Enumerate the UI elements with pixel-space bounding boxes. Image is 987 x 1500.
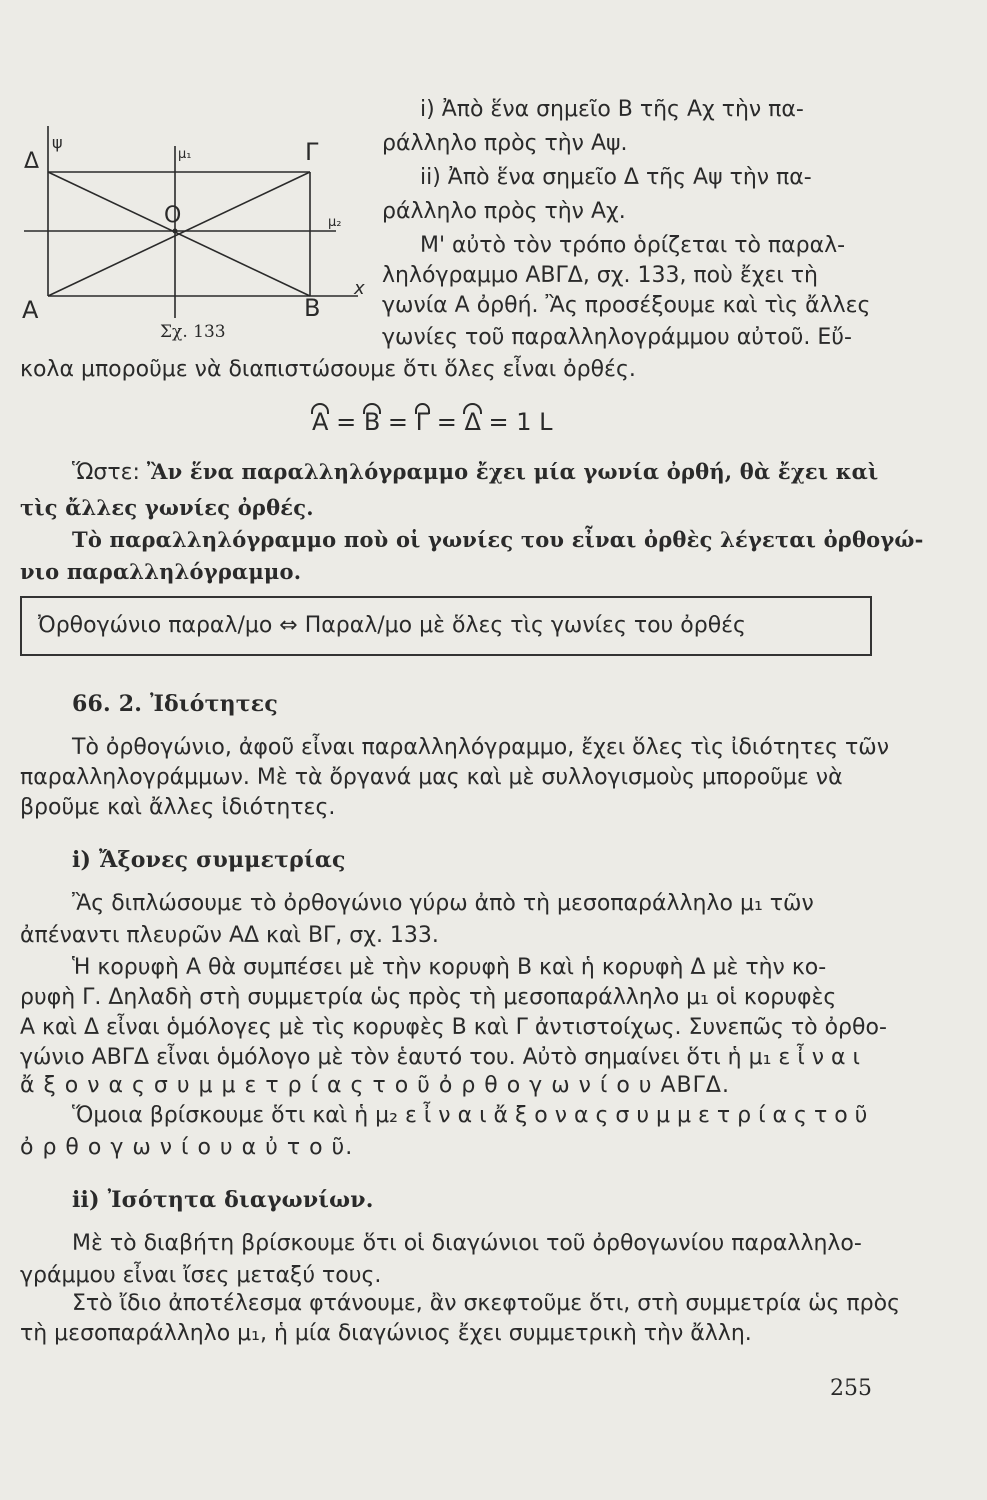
angle-g: Γ bbox=[415, 408, 430, 436]
symmetry-line-9: ὀ ρ θ ο γ ω ν ί ο υ α ὐ τ ο ῦ. bbox=[20, 1135, 354, 1160]
symmetry-line-8: Ὅμοια βρίσκουμε ὅτι καὶ ἡ μ₂ ε ἶ ν α ι ἄ ξ ο ν α ς σ υ μ μ ε τ ρ ί α ς τ ο ῦ bbox=[72, 1103, 868, 1128]
equals-sign: = bbox=[436, 408, 457, 436]
intro-line-3: ii) Ἀπὸ ἕνα σημεῖο Δ τῆς Αψ τὴν πα- bbox=[420, 165, 812, 190]
equals-sign: = bbox=[387, 408, 409, 436]
intro-line-8: γωνίες τοῦ παραλληλογράμμου αὐτοῦ. Εὔ- bbox=[382, 325, 852, 350]
definition-box bbox=[20, 596, 872, 656]
label-delta: Δ bbox=[24, 149, 40, 174]
symmetry-line-4: ρυφὴ Γ. Δηλαδὴ στὴ συμμετρία ὡς πρὸς τὴ μεσοπαράλληλο μ₁ οἱ κορυφὲς bbox=[20, 985, 837, 1010]
label-center: Ο bbox=[164, 203, 182, 228]
equals-sign: = bbox=[488, 408, 509, 436]
page-number: 255 bbox=[830, 1376, 872, 1401]
section-heading: 66. 2. Ἰδιότητες bbox=[72, 691, 278, 717]
diagonals-line-4: τὴ μεσοπαράλληλο μ₁, ἡ μία διαγώνιος ἔχει συμμετρικὴ τὴν ἄλλη. bbox=[20, 1321, 752, 1346]
angle-d: Δ bbox=[464, 408, 481, 436]
angle-equality-formula bbox=[312, 408, 553, 436]
conclusion-line-1-bold: Ἂν ἕνα παραλληλόγραμμο ἔχει μία γωνία ὀρθή, θὰ ἔχει καὶ bbox=[146, 459, 879, 484]
label-alpha: Α bbox=[22, 296, 39, 324]
conclusion-line-3: Τὸ παραλληλόγραμμο ποὺ οἱ γωνίες του εἶναι ὀρθὲς λέγεται ὀρθογώ- bbox=[72, 527, 924, 552]
intro-line-9: κολα μποροῦμε νὰ διαπιστώσουμε ὅτι ὅλες εἶναι ὀρθές. bbox=[20, 357, 636, 382]
conclusion-line-2: τὶς ἄλλες γωνίες ὀρθές. bbox=[20, 495, 314, 520]
diagonals-line-2: γράμμου εἶναι ἴσες μεταξύ τους. bbox=[20, 1263, 382, 1288]
intro-line-1: i) Ἀπὸ ἕνα σημεῖο Β τῆς Αχ τὴν πα- bbox=[420, 97, 804, 122]
intro-line-7: γωνία Α ὀρθή. Ἂς προσέξουμε καὶ τὶς ἄλλες bbox=[382, 293, 871, 318]
center-point bbox=[173, 229, 178, 234]
intro-line-4: ράλληλο πρὸς τὴν Αχ. bbox=[382, 199, 626, 224]
label-mu2: μ₂ bbox=[328, 215, 342, 230]
angle-b: B bbox=[363, 408, 381, 436]
intro-line-5: Μ' αὐτὸ τὸν τρόπο ὁρίζεται τὸ παραλ- bbox=[420, 233, 846, 258]
section-p1-line-1: Τὸ ὀρθογώνιο, ἀφοῦ εἶναι παραλληλόγραμμο, ἔχει ὅλες τὶς ἰδιότητες τῶν bbox=[72, 735, 890, 760]
figure-caption: Σχ. 133 bbox=[160, 322, 226, 342]
symmetry-line-5: Α καὶ Δ εἶναι ὁμόλογες μὲ τὶς κορυφὲς Β καὶ Γ ἀντιστοίχως. Συνεπῶς τὸ ὀρθο- bbox=[20, 1015, 887, 1040]
symmetry-line-1: Ἂς διπλώσουμε τὸ ὀρθογώνιο γύρω ἀπὸ τὴ μεσοπαράλληλο μ₁ τῶν bbox=[72, 891, 814, 916]
diagonals-line-3: Στὸ ἴδιο ἀποτέλεσμα φτάνουμε, ἂν σκεφτοῦμε ὅτι, στὴ συμμετρία ὡς πρὸς bbox=[72, 1291, 900, 1316]
symmetry-line-3: Ἡ κορυφὴ Α θὰ συμπέσει μὲ τὴν κορυφὴ Β καὶ ἡ κορυφὴ Δ μὲ τὴν κο- bbox=[72, 955, 827, 980]
section-p1-line-3: βροῦμε καὶ ἄλλες ἰδιότητες. bbox=[20, 795, 336, 820]
formula-rhs: 1 L bbox=[516, 408, 553, 436]
section-p1-line-2: παραλληλογράμμων. Μὲ τὰ ὄργανά μας καὶ μὲ συλλογισμοὺς μποροῦμε νὰ bbox=[20, 765, 843, 790]
equals-sign: = bbox=[336, 408, 357, 436]
intro-line-6: ληλόγραμμο ΑΒΓΔ, σχ. 133, ποὺ ἔχει τὴ bbox=[382, 263, 818, 288]
symmetry-line-2: ἀπέναντι πλευρῶν ΑΔ καὶ ΒΓ, σχ. 133. bbox=[20, 923, 439, 948]
label-x: x bbox=[354, 278, 365, 299]
symmetry-line-6: γώνιο ΑΒΓΔ εἶναι ὁμόλογο μὲ τὸν ἑαυτό του. Αὐτὸ σημαίνει ὅτι ἡ μ₁ ε ἶ ν α ι bbox=[20, 1045, 860, 1070]
angle-a: A bbox=[312, 408, 329, 436]
label-mu1: μ₁ bbox=[178, 147, 192, 162]
conclusion-line-1 bbox=[72, 458, 878, 487]
label-gamma: Γ bbox=[305, 138, 319, 166]
symmetry-line-7: ἄ ξ ο ν α ς σ υ μ μ ε τ ρ ί α ς τ ο ῦ ὀ ρ θ ο γ ω ν ί ο υ ΑΒΓΔ. bbox=[20, 1073, 730, 1098]
label-psi: ψ bbox=[52, 133, 63, 152]
intro-line-2: ράλληλο πρὸς τὴν Αψ. bbox=[382, 131, 628, 156]
conclusion-line-4: νιο παραλληλόγραμμο. bbox=[20, 559, 302, 584]
diagonals-line-1: Μὲ τὸ διαβήτη βρίσκουμε ὅτι οἱ διαγώνιοι τοῦ ὀρθογωνίου παραλληλο- bbox=[72, 1231, 862, 1256]
label-beta: Β bbox=[304, 294, 321, 322]
diagonals-heading: ii) Ἰσότητα διαγωνίων. bbox=[72, 1187, 374, 1213]
conclusion-lead: Ὥστε: bbox=[72, 460, 147, 485]
symmetry-heading: i) Ἄξονες συμμετρίας bbox=[72, 847, 346, 873]
definition-text: Ὀρθογώνιο παραλ/μο ⇔ Παραλ/μο μὲ ὅλες τὶς γωνίες του ὀρθές bbox=[38, 613, 746, 638]
